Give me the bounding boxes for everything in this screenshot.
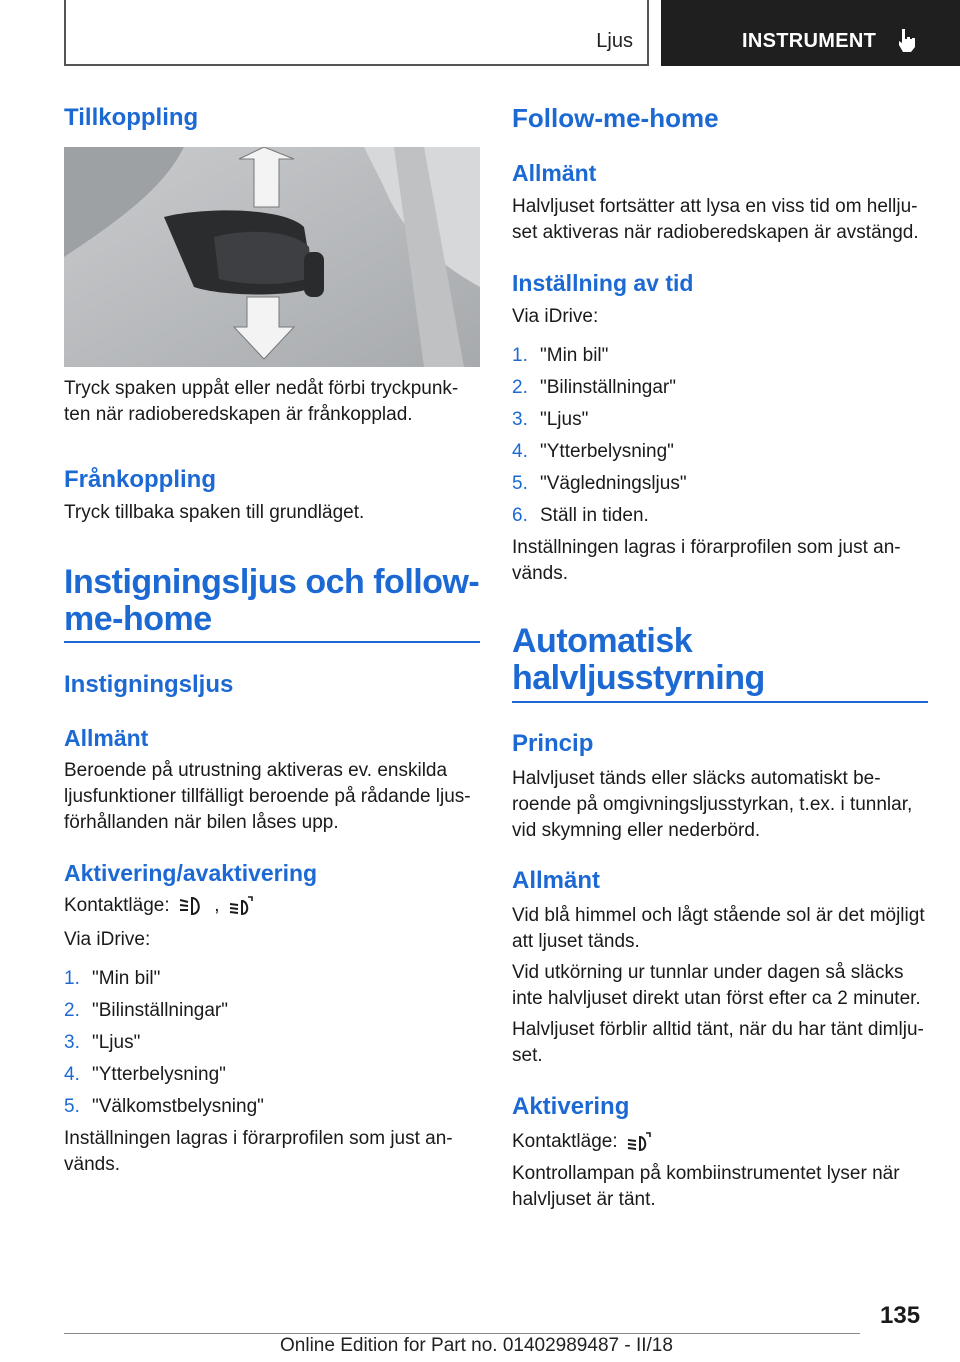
allmant-text-1: Beroende på utrustning aktiveras ev. enskilda [64,760,448,781]
frankoppling-text: Tryck tillbaka spaken till grundläget. [64,502,365,523]
kontaktlage-label: Kontaktläge: [64,895,170,916]
left-saved-1: Inställningen lagras i förarprofilen som just an- [64,1128,453,1149]
allmant-text-3: förhållanden när bilen låses upp. [64,812,339,833]
left-step-2: 2. "Bilinställningar" [64,1000,228,1021]
auto-title-line-2: halvljusstyrning [512,659,765,697]
right-allmant-text-1: Halvljuset fortsätter att lysa en viss tid om hellju- [512,196,918,217]
allmant2-text-3: Vid utkörning ur tunnlar under dagen så släcks [512,962,904,983]
right-step-2: 2. "Bilinställningar" [512,377,676,398]
allmant2-text-2: att ljuset tänds. [512,931,640,952]
princip-heading: Princip [512,730,594,757]
header-chapter-label: INSTRUMENT [742,30,877,52]
tillkoppling-heading: Tillkoppling [64,104,199,131]
right-step-1: 1. "Min bil" [512,345,609,366]
auto-title-line-1: Automatisk [512,622,693,660]
allmant2-text-5: Halvljuset förblir alltid tänt, när du har tänt dimlju- [512,1019,924,1040]
left-step-4: 4. "Ytterbelysning" [64,1064,226,1085]
header-chapter-box [661,0,960,66]
main-title-line-2: me-home [64,600,212,638]
auto-title-rule [512,701,928,703]
pointing-hand-icon [896,27,918,53]
aktivering-heading: Aktivering/avaktivering [64,860,318,886]
main-title-line-1: Instigningsljus och follow- [64,563,480,601]
low-beam-icon [178,895,206,917]
princip-text-1: Halvljuset tänds eller släcks automatiskt be- [512,768,881,789]
footer-edition: Online Edition for Part no. 01402989487 - II/18 [280,1335,673,1356]
allmant2-text-4: inte halvljuset direkt utan först efter ca 2 minuter. [512,988,921,1009]
allmant-heading: Allmänt [64,725,149,751]
via-idrive-left: Via iDrive: [64,929,151,950]
right-saved-2: vänds. [512,563,568,584]
princip-text-3: vid skymning eller nederbörd. [512,820,761,841]
allmant2-text-6: set. [512,1045,543,1066]
tillkoppling-text-2: ten när radioberedskapen är frånkopplad. [64,404,413,425]
allmant2-text-1: Vid blå himmel och lågt stående sol är det möjligt [512,905,925,926]
right-aktivering-heading: Aktivering [512,1093,630,1120]
princip-text-2: roende på omgivningsljusstyrkan, t.ex. i tunnlar, [512,794,913,815]
header-section-label: Ljus [596,30,633,52]
left-step-1: 1. "Min bil" [64,968,161,989]
title-rule [64,641,480,643]
right-step-3: 3. "Ljus" [512,409,589,430]
kontroll-text-1: Kontrollampan på kombiinstrumentet lyser när [512,1163,900,1184]
kontaktlage-line [64,893,480,919]
instigningsljus-heading: Instigningsljus [64,671,234,698]
right-allmant2-heading: Allmänt [512,867,601,894]
right-allmant-heading: Allmänt [512,160,597,186]
installning-heading: Inställning av tid [512,270,694,296]
right-kontaktlage-line [512,1129,928,1155]
auto-light-icon [228,895,256,917]
kontroll-text-2: halvljuset är tänt. [512,1189,656,1210]
right-step-4: 4. "Ytterbelysning" [512,441,674,462]
stalk-photo [64,147,480,367]
allmant-text-2: ljusfunktioner tillfälligt beroende på rådande ljus- [64,786,471,807]
via-idrive-right: Via iDrive: [512,306,599,327]
right-step-6: 6. Ställ in tiden. [512,505,649,526]
footer-rule [64,1333,860,1334]
kontaktlage-separator: , [214,895,220,916]
right-saved-1: Inställningen lagras i förarprofilen som just an- [512,537,901,558]
left-step-3: 3. "Ljus" [64,1032,141,1053]
frankoppling-heading: Frånkoppling [64,466,216,493]
left-saved-2: vänds. [64,1154,120,1175]
right-step-5: 5. "Vägledningsljus" [512,473,687,494]
stalk-illustration [64,147,480,367]
left-step-5: 5. "Välkomstbelysning" [64,1096,264,1117]
right-allmant-text-2: set aktiveras när radioberedskapen är avstängd. [512,222,919,243]
tillkoppling-text-1: Tryck spaken uppåt eller nedåt förbi tryckpunk- [64,378,459,399]
auto-light-icon [626,1131,654,1153]
follow-me-home-heading: Follow-me-home [512,103,719,133]
header-section-box [64,0,649,66]
page-number: 135 [880,1302,921,1329]
right-kontaktlage-label: Kontaktläge: [512,1131,618,1152]
